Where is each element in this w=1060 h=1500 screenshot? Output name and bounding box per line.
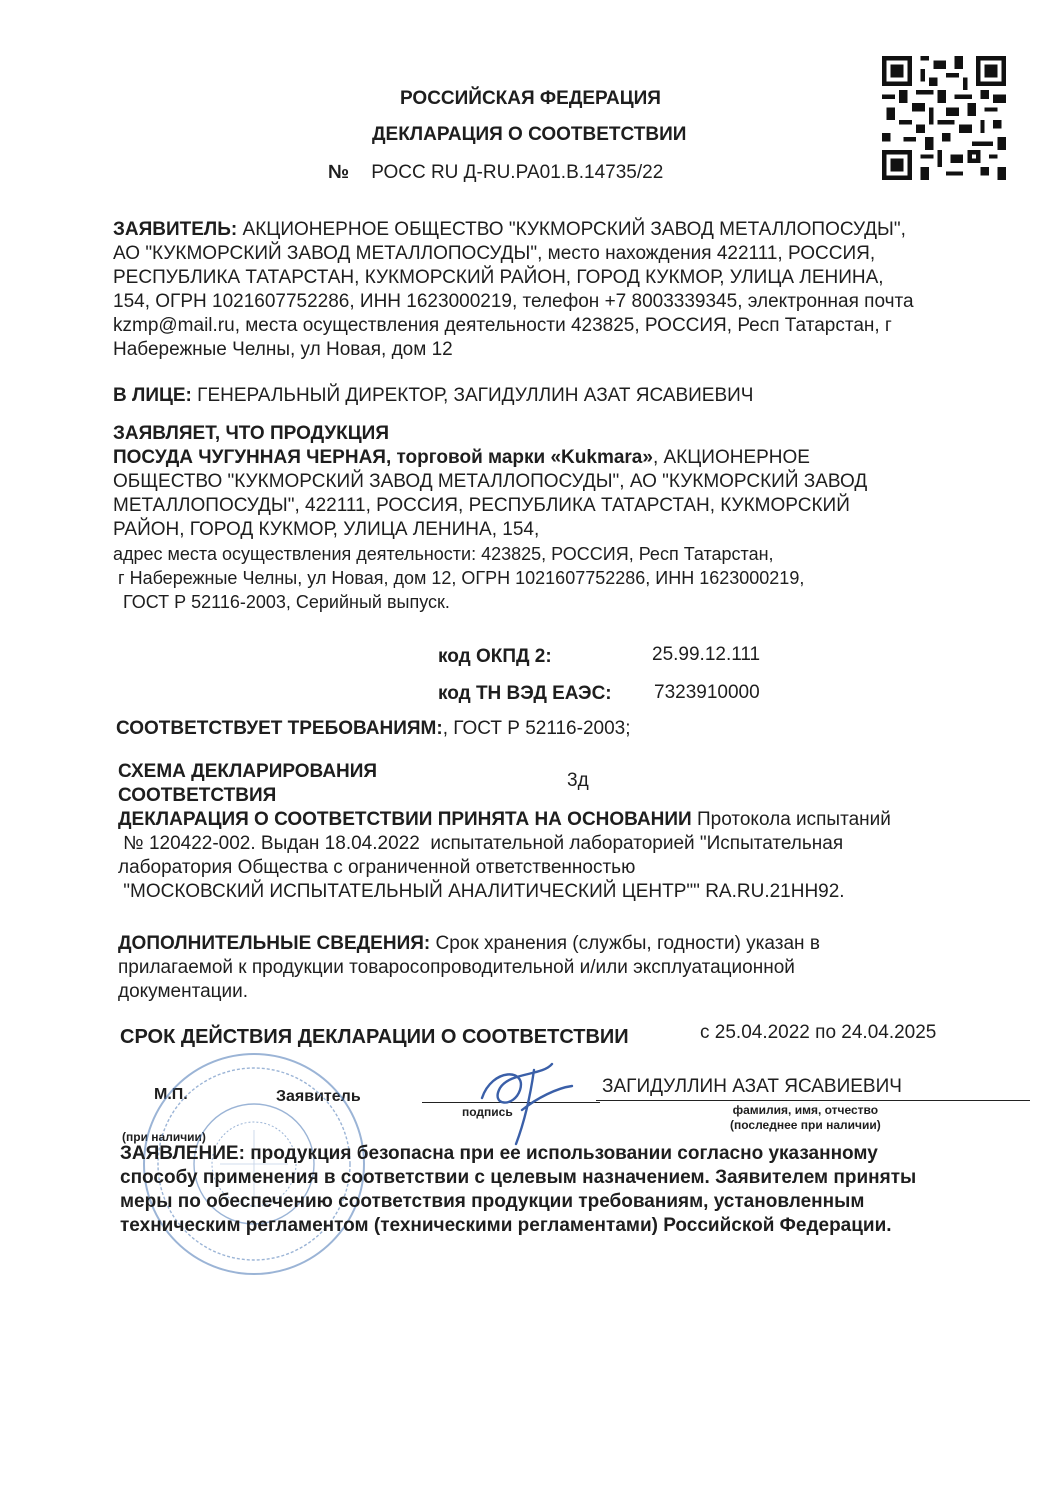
statement-line: техническим регламентом (техническими регламентами) Российской Федерации. (120, 1215, 892, 1236)
scheme-value: 3д (567, 770, 589, 791)
declares-section (113, 422, 1013, 614)
tnved-label: код ТН ВЭД ЕАЭС: (438, 683, 612, 704)
country-title: РОССИЙСКАЯ ФЕДЕРАЦИЯ (400, 88, 661, 109)
tnved-value: 7323910000 (654, 682, 760, 703)
applicant-line: АКЦИОНЕРНОЕ ОБЩЕСТВО "КУКМОРСКИЙ ЗАВОД МЕТАЛЛОПОСУДЫ", (242, 219, 906, 240)
signature-caption: подпись (462, 1105, 513, 1119)
basis-line: № 120422-002. Выдан 18.04.2022 испытательной лабораторией "Испытательная (118, 833, 844, 854)
product-name: ПОСУДА ЧУГУННАЯ ЧЕРНАЯ, торговой марки «Kukmara» (113, 447, 653, 468)
conforms-section (116, 718, 631, 740)
statement-line: меры по обеспечению соответствия продукции требованиям, установленным (120, 1191, 865, 1212)
fio-caption-line: (последнее при наличии) (730, 1118, 881, 1132)
basis-line: "МОСКОВСКИЙ ИСПЫТАТЕЛЬНЫЙ АНАЛИТИЧЕСКИЙ ЦЕНТР"" RA.RU.21НН92. (118, 881, 845, 902)
basis-line: Протокола испытаний (691, 809, 891, 830)
person-value: ГЕНЕРАЛЬНЫЙ ДИРЕКТОР, ЗАГИДУЛЛИН АЗАТ ЯСАВИЕВИЧ (197, 385, 754, 406)
product-address-line: ГОСТ Р 52116-2003, Серийный выпуск. (113, 592, 450, 612)
applicant-line: Набережные Челны, ул Новая, дом 12 (113, 339, 453, 360)
signer-name: ЗАГИДУЛЛИН АЗАТ ЯСАВИЕВИЧ (602, 1076, 902, 1097)
person-section (113, 385, 753, 407)
applicant-label: ЗАЯВИТЕЛЬ: (113, 219, 238, 240)
signer-line (596, 1100, 1030, 1101)
applicant-line: kzmp@mail.ru, места осуществления деятельности 423825, РОССИЯ, Респ Татарстан, г (113, 315, 892, 336)
additional-line: документации. (118, 981, 249, 1002)
applicant-signature-label: Заявитель (276, 1088, 361, 1105)
mp-label: М.П. (154, 1086, 188, 1103)
scheme-label: СХЕМА ДЕКЛАРИРОВАНИЯ (118, 761, 378, 782)
basis-label: ДЕКЛАРАЦИЯ О СООТВЕТСТВИИ ПРИНЯТА НА ОСНОВАНИИ (118, 809, 692, 830)
product-line: РАЙОН, ГОРОД КУКМОР, УЛИЦА ЛЕНИНА, 154, (113, 519, 540, 540)
conforms-value: , ГОСТ Р 52116-2003; (442, 718, 631, 739)
scheme-section (118, 760, 377, 808)
declares-label: ЗАЯВЛЯЕТ, ЧТО ПРОДУКЦИЯ (113, 423, 389, 444)
document-title: ДЕКЛАРАЦИЯ О СООТВЕТСТВИИ (372, 124, 687, 145)
qr-code-icon (882, 56, 1006, 180)
additional-label: ДОПОЛНИТЕЛЬНЫЕ СВЕДЕНИЯ: (118, 933, 431, 954)
if-any-caption: (при наличии) (122, 1130, 206, 1144)
statement-section (120, 1142, 1030, 1238)
product-address-line: г Набережные Челны, ул Новая, дом 12, ОГРН 1021607752286, ИНН 1623000219, (113, 568, 805, 588)
basis-section (118, 808, 1028, 904)
product-line: ОБЩЕСТВО "КУКМОРСКИЙ ЗАВОД МЕТАЛЛОПОСУДЫ", АО "КУКМОРСКИЙ ЗАВОД (113, 471, 868, 492)
number-value: РОСС RU Д-RU.РА01.В.14735/22 (371, 162, 664, 183)
product-address-line: адрес места осуществления деятельности: 423825, РОССИЯ, Респ Татарстан, (113, 544, 774, 564)
conforms-label: СООТВЕТСТВУЕТ ТРЕБОВАНИЯМ: (116, 718, 443, 739)
additional-line: Срок хранения (службы, годности) указан в (430, 933, 820, 954)
scheme-label: СООТВЕТСТВИЯ (118, 785, 277, 806)
basis-line: лаборатория Общества с ограниченной ответственностью (118, 857, 636, 878)
okpd-label: код ОКПД 2: (438, 646, 552, 667)
applicant-section (113, 218, 1033, 362)
number-sign: № (328, 162, 350, 183)
statement-line: ЗАЯВЛЕНИЕ: продукция безопасна при ее использовании согласно указанному (120, 1143, 878, 1164)
validity-label: СРОК ДЕЙСТВИЯ ДЕКЛАРАЦИИ О СООТВЕТСТВИИ (120, 1026, 629, 1048)
declaration-number (328, 162, 663, 184)
applicant-line: РЕСПУБЛИКА ТАТАРСТАН, КУКМОРСКИЙ РАЙОН, ГОРОД КУКМОР, УЛИЦА ЛЕНИНА, (113, 267, 884, 288)
fio-caption-line: фамилия, имя, отчество (732, 1103, 879, 1117)
product-line: , АКЦИОНЕРНОЕ (652, 447, 810, 468)
applicant-line: АО "КУКМОРСКИЙ ЗАВОД МЕТАЛЛОПОСУДЫ", место нахождения 422111, РОССИЯ, (113, 243, 876, 264)
person-label: В ЛИЦЕ: (113, 385, 192, 406)
validity-value: с 25.04.2022 по 24.04.2025 (700, 1022, 937, 1043)
additional-section (118, 932, 1028, 1004)
applicant-line: 154, ОГРН 1021607752286, ИНН 1623000219, телефон +7 8003339345, электронная почта (113, 291, 914, 312)
product-line: МЕТАЛЛОПОСУДЫ", 422111, РОССИЯ, РЕСПУБЛИКА ТАТАРСТАН, КУКМОРСКИЙ (113, 495, 850, 516)
fio-caption (730, 1103, 881, 1133)
statement-line: способу применения в соответствии с целевым назначением. Заявителем приняты (120, 1167, 917, 1188)
additional-line: прилагаемой к продукции товаросопроводительной и/или эксплуатационной (118, 957, 795, 978)
handwritten-signature (472, 1058, 582, 1148)
okpd-value: 25.99.12.111 (652, 644, 761, 665)
